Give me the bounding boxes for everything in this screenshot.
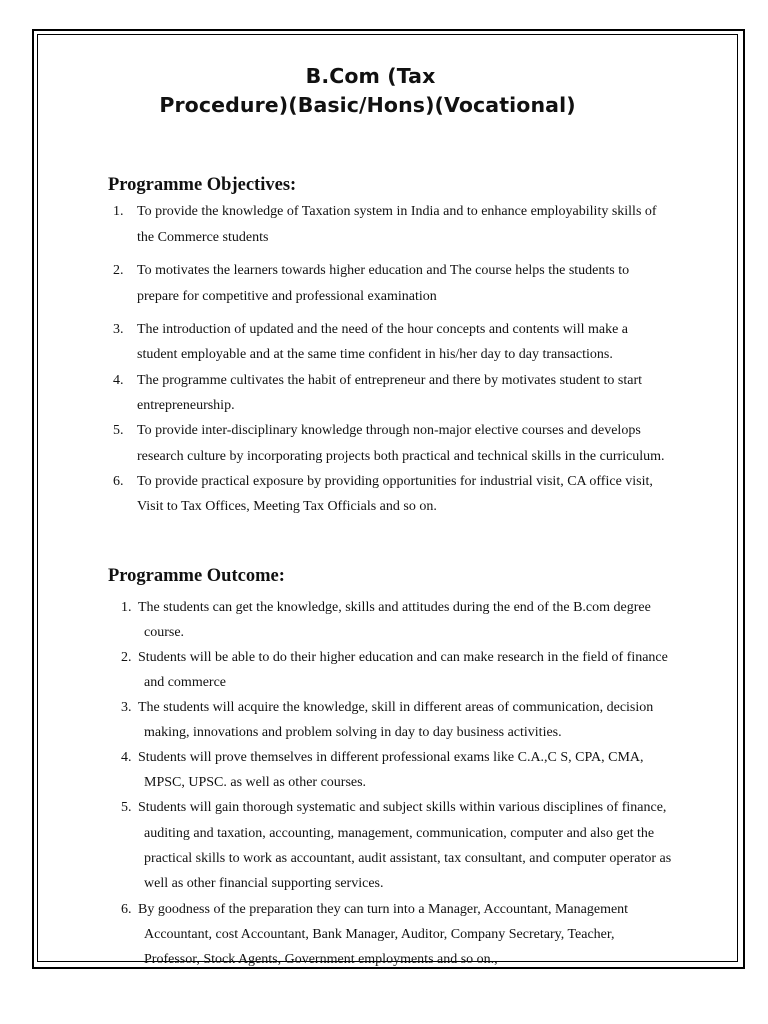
list-item-line: The programme cultivates the habit of entrepreneur and there by motivates student to start (137, 373, 642, 388)
list-item-number: 2. (113, 263, 124, 278)
list-item-line: student employable and at the same time confident in his/her day to day transactions. (137, 347, 613, 362)
list-item-number: 6. (121, 902, 132, 917)
list-item-line: The students will acquire the knowledge, skill in different areas of communication, decision (138, 700, 654, 715)
list-item-line: MPSC, UPSC. as well as other courses. (144, 775, 367, 790)
objectives-heading: Programme Objectives: (108, 175, 297, 195)
list-item-number: 2. (121, 650, 132, 665)
list-item-line: auditing and taxation, accounting, management, communication, computer and also get the (144, 826, 655, 841)
list-item-line: Students will prove themselves in different professional exams like C.A.,C S, CPA, CMA, (138, 750, 644, 765)
list-item-line: To provide practical exposure by providing opportunities for industrial visit, CA office visit, (137, 474, 653, 489)
list-item-line: prepare for competitive and professional examination (137, 289, 437, 304)
list-item-line: the Commerce students (137, 230, 269, 245)
title-line-2: Procedure)(Basic/Hons)(Vocational) (159, 93, 576, 117)
list-item-line: Accountant, cost Accountant, Bank Manager, Auditor, Company Secretary, Teacher, (144, 927, 615, 942)
list-item-line: Visit to Tax Offices, Meeting Tax Officials and so on. (137, 499, 437, 514)
list-item-line: making, innovations and problem solving in day to day business activities. (144, 725, 562, 740)
list-item-number: 5. (113, 423, 124, 438)
list-item-line: course. (144, 625, 185, 640)
document-title (120, 62, 615, 120)
list-item-line: well as other financial supporting services. (144, 876, 384, 891)
list-item-line: To provide the knowledge of Taxation system in India and to enhance employability skills of (137, 204, 657, 219)
list-item-line: Students will gain thorough systematic and subject skills within various disciplines of finance, (138, 800, 667, 815)
title-line-1: B.Com (Tax (305, 64, 436, 88)
list-item-number: 3. (121, 700, 132, 715)
list-item-number: 4. (113, 373, 124, 388)
list-item-line: and commerce (144, 675, 227, 690)
list-item-number: 3. (113, 322, 124, 337)
list-item-line: Professor, Stock Agents, Government employments and so on., (144, 952, 498, 967)
list-item-line: The introduction of updated and the need of the hour concepts and contents will make a (137, 322, 629, 337)
list-item-line: To provide inter-disciplinary knowledge through non-major elective courses and develops (137, 423, 641, 438)
list-item-number: 6. (113, 474, 124, 489)
list-item-line: By goodness of the preparation they can turn into a Manager, Accountant, Management (138, 902, 629, 917)
list-item-line: To motivates the learners towards higher education and The course helps the students to (137, 263, 630, 278)
outcome-heading: Programme Outcome: (108, 566, 285, 586)
list-item-number: 5. (121, 800, 132, 815)
list-item-number: 1. (113, 204, 124, 219)
list-item-line: The students can get the knowledge, skills and attitudes during the end of the B.com degree (138, 600, 651, 615)
list-item-line: practical skills to work as accountant, audit assistant, tax consultant, and computer operator as (144, 851, 672, 866)
list-item-line: research culture by incorporating projects both practical and technical skills in the curriculum. (137, 449, 665, 464)
list-item-number: 4. (121, 750, 132, 765)
list-item-line: entrepreneurship. (137, 398, 235, 413)
list-item-number: 1. (121, 600, 132, 615)
list-item-line: Students will be able to do their higher education and can make research in the field of finance (138, 650, 668, 665)
